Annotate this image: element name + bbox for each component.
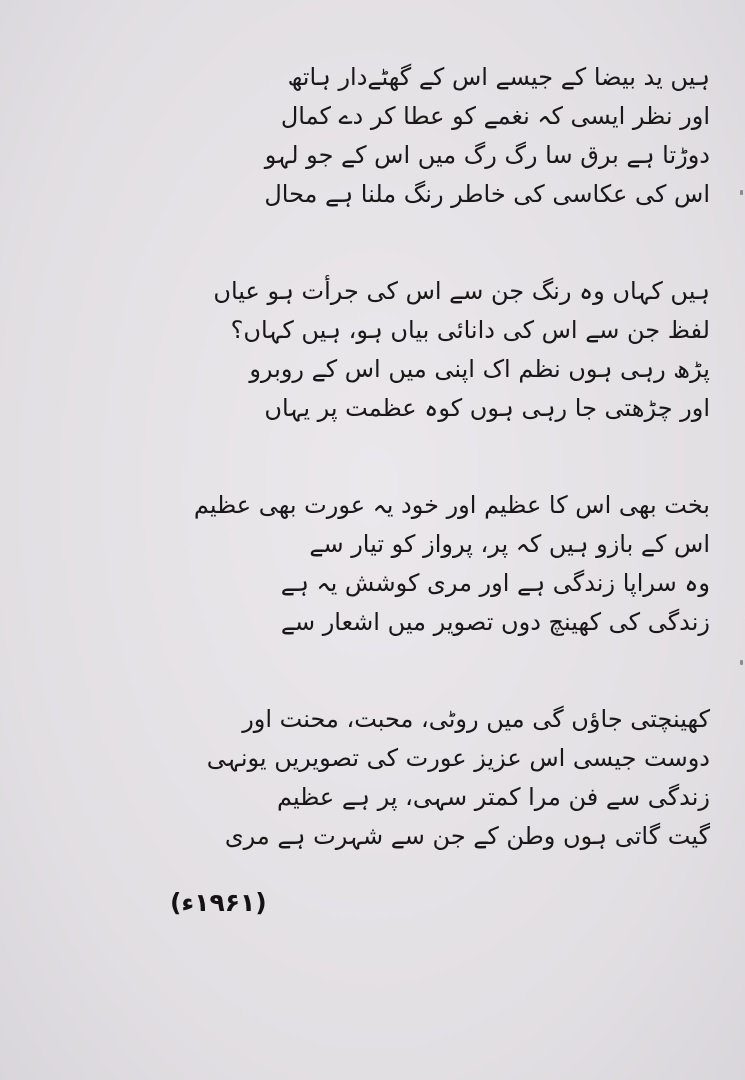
poem-line: بخت بھی اس کا عظیم اور خود یہ عورت بھی عظیم <box>193 491 710 519</box>
poem-line: اور نظر ایسی کہ نغمے کو عطا کر دے کمال <box>280 102 710 130</box>
poem-line: اس کی عکاسی کی خاطر رنگ ملنا ہے محال <box>264 180 710 208</box>
stanza-4 <box>150 700 710 856</box>
poem-line: زندگی کی کھینچ دوں تصویر میں اشعار سے <box>280 608 710 636</box>
poem-line: پڑھ رہی ہوں نظم اک اپنی میں اس کے روبرو <box>249 355 710 383</box>
poem-line: وہ سراپا زندگی ہے اور مری کوشش یہ ہے <box>280 569 710 597</box>
poem-line: دوڑتا ہے برق سا رگ رگ میں اس کے جو لہو <box>264 141 710 169</box>
poem-line: ہیں کہاں وہ رنگ جن سے اس کی جرأت ہو عیاں <box>213 277 710 305</box>
stanza-3 <box>150 486 710 642</box>
page-edge-mark <box>740 190 743 195</box>
poem-year: (۱۹۶۱ء) <box>170 888 267 917</box>
page-edge-mark <box>740 660 743 665</box>
stanza-2 <box>150 272 710 428</box>
poem-line: لفظ جن سے اس کی دانائی بیاں ہو، ہیں کہاں؟ <box>230 316 710 344</box>
stanza-gap <box>150 642 710 700</box>
poem-line: زندگی سے فن مرا کمتر سہی، پر ہے عظیم <box>277 783 710 811</box>
poem-line: ہیں ید بیضا کے جیسے اس کے گھٹے‌دار ہاتھ <box>287 63 710 91</box>
poem-line: کھینچتی جاؤں گی میں روٹی، محبت، محنت اور <box>242 705 710 733</box>
stanza-1 <box>150 58 710 214</box>
poem-line: اور چڑھتی جا رہی ہوں کوہ عظمت پر یہاں <box>264 394 710 422</box>
poem <box>150 58 710 856</box>
stanza-gap <box>150 428 710 486</box>
poem-line: اس کے بازو ہیں کہ پر، پرواز کو تیار سے <box>309 530 710 558</box>
poem-line: دوست جیسی اس عزیز عورت کی تصویریں یونہی <box>206 744 710 772</box>
stanza-gap <box>150 214 710 272</box>
poem-line: گیت گاتی ہوں وطن کے جن سے شہرت ہے مری <box>224 822 710 850</box>
